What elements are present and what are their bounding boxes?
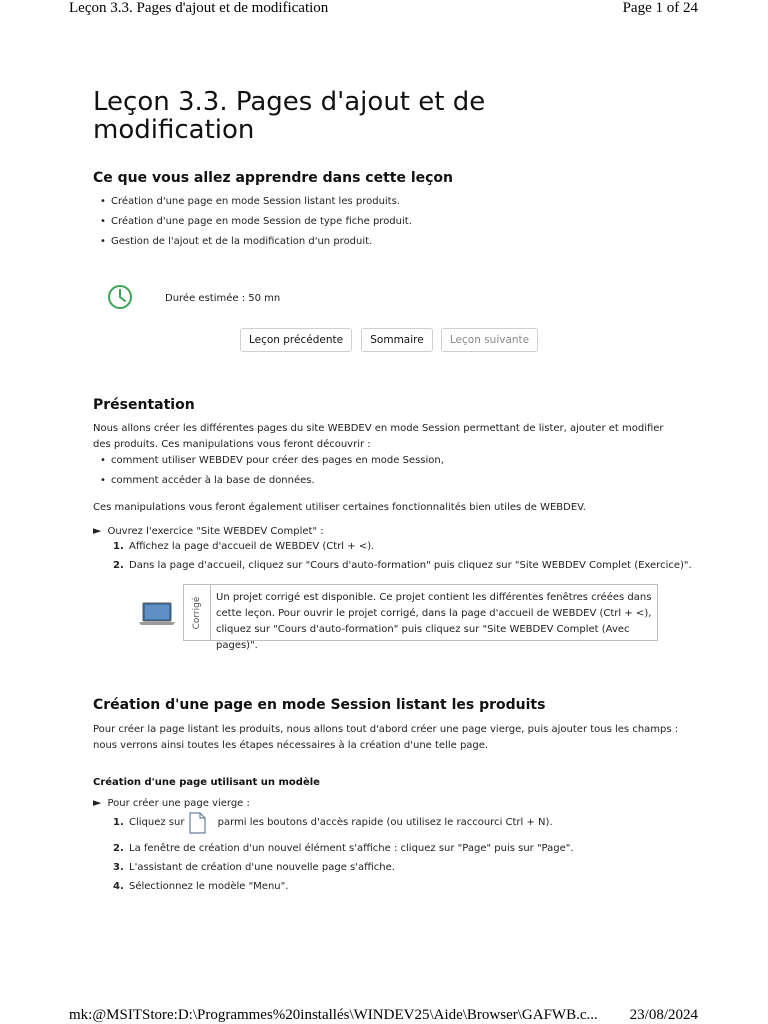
step: 1. Cliquez sur parmi les boutons d'accès rapide (ou utilisez le raccourci Ctrl + N). xyxy=(113,817,553,828)
list-item: • comment accéder à la base de données. xyxy=(93,473,444,493)
duration-text: Durée estimée : 50 mn xyxy=(165,293,281,304)
step-text: Dans la page d'accueil, cliquez sur "Cours d'auto-formation" puis cliquez sur "Site WEBDEV Complet (Exercice)". xyxy=(129,560,692,571)
presentation-also: Ces manipulations vous feront également utiliser certaines fonctionnalités bien utiles de WEBDEV. xyxy=(93,502,586,513)
arrow-right-icon: ► xyxy=(93,524,102,537)
list-item: • comment utiliser WEBDEV pour créer des pages en mode Session, xyxy=(93,453,444,473)
creation-subheading: Création d'une page utilisant un modèle xyxy=(93,777,320,788)
clock-icon xyxy=(107,284,133,310)
page-counter: Page 1 of 24 xyxy=(622,0,698,16)
previous-lesson-button[interactable]: Leçon précédente xyxy=(240,328,352,352)
step: 2. Dans la page d'accueil, cliquez sur "Cours d'auto-formation" puis cliquez sur "Site WEBDEV Complet (Exercice)". xyxy=(113,560,692,571)
browser-header-title: Leçon 3.3. Pages d'ajout et de modification xyxy=(69,0,329,16)
step-text: parmi les boutons d'accès rapide (ou utilisez le raccourci Ctrl + N). xyxy=(217,817,553,828)
presentation-intro: Nous allons créer les différentes pages du site WEBDEV en mode Session permettant de lister, ajouter et modifier des produits. Ces manipulations vous feront découvrir : xyxy=(93,423,664,450)
step-text: Affichez la page d'accueil de WEBDEV (Ctrl + <). xyxy=(129,541,375,552)
learn-list xyxy=(93,194,412,254)
note-text: Un projet corrigé est disponible. Ce projet contient les différentes fenêtres créées dans cette leçon. Pour ouvrir le projet corrigé, dans la page d'accueil de WEBDEV (Ctrl + <), cliquez sur "Cours d'auto-formation" puis cliquez sur "Site WEBDEV Complet (Avec pages)". xyxy=(216,592,652,651)
step: 2. La fenêtre de création d'un nouvel élément s'affiche : cliquez sur "Page" puis sur "Page". xyxy=(113,843,574,854)
next-lesson-button: Leçon suivante xyxy=(441,328,538,352)
laptop-icon xyxy=(137,601,177,627)
presentation-heading: Présentation xyxy=(93,397,195,413)
footer-date: 23/08/2024 xyxy=(629,1007,698,1023)
step-text: Sélectionnez le modèle "Menu". xyxy=(129,881,289,892)
footer-path: mk:@MSITStore:D:\Programmes%20installés\WINDEV25\Aide\Browser\GAFWB.c... xyxy=(69,1007,598,1023)
presentation-list xyxy=(93,453,444,493)
creation-heading: Création d'une page en mode Session listant les produits xyxy=(93,697,546,713)
learn-heading: Ce que vous allez apprendre dans cette leçon xyxy=(93,170,454,186)
corrige-note xyxy=(183,584,658,651)
step: 1. Affichez la page d'accueil de WEBDEV (Ctrl + <). xyxy=(113,541,375,552)
step-text: L'assistant de création d'une nouvelle page s'affiche. xyxy=(129,862,395,873)
step: 3. L'assistant de création d'une nouvelle page s'affiche. xyxy=(113,862,395,873)
list-item: • Création d'une page en mode Session de type fiche produit. xyxy=(93,214,412,234)
page-title: Leçon 3.3. Pages d'ajout et de modification xyxy=(93,87,486,145)
note-label: Corrigé xyxy=(184,585,211,640)
instruction-text: Ouvrez l'exercice "Site WEBDEV Complet" : xyxy=(107,526,324,537)
new-page-icon xyxy=(186,811,208,835)
step: 4. Sélectionnez le modèle "Menu". xyxy=(113,881,289,892)
blank-page-instruction xyxy=(93,796,250,809)
step-text: Cliquez sur xyxy=(129,817,185,828)
creation-intro: Pour créer la page listant les produits, nous allons tout d'abord créer une page vierge, puis ajouter tous les champs : nous verrons ainsi toutes les étapes nécessaires à la création d'une telle page. xyxy=(93,724,679,751)
step-text: La fenêtre de création d'un nouvel élément s'affiche : cliquez sur "Page" puis sur "Page". xyxy=(129,843,574,854)
arrow-right-icon: ► xyxy=(93,796,102,809)
list-item: • Gestion de l'ajout et de la modification d'un produit. xyxy=(93,234,412,254)
summary-button[interactable]: Sommaire xyxy=(361,328,433,352)
open-exercise-instruction xyxy=(93,524,324,537)
instruction-text: Pour créer une page vierge : xyxy=(107,798,250,809)
list-item: • Création d'une page en mode Session listant les produits. xyxy=(93,194,412,214)
